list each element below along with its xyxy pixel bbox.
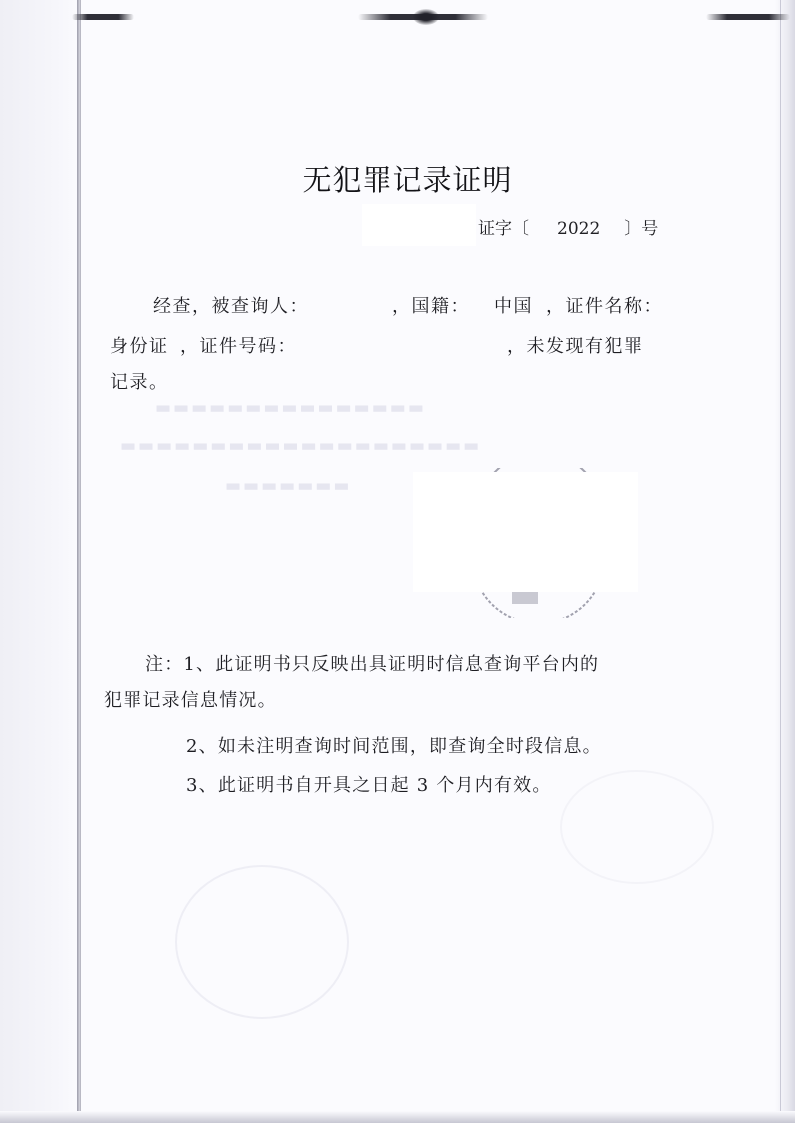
cert-year: 2022 <box>557 219 601 239</box>
note-1: 注：1、此证明书只反映出具证明时信息查询平台内的 <box>145 654 600 675</box>
cert-suffix: 〕号 <box>624 219 659 239</box>
note-2: 2、如未注明查询时间范围，即查询全时段信息。 <box>186 736 602 757</box>
certificate-number <box>478 214 658 239</box>
cert-prefix: 证字〔 <box>478 219 529 239</box>
body-text-id-number-label: ，证件号码： <box>180 336 297 357</box>
body-text-nationality-label: ，国籍： <box>392 296 470 317</box>
bleed-through-text: ▬▬▬▬▬▬▬▬▬▬▬▬▬▬▬ <box>155 398 426 418</box>
body-text-checked: 经查，被查询人： <box>153 296 309 317</box>
bleed-through-seal <box>560 770 714 884</box>
bleed-through-text: ▬▬▬▬▬▬▬▬▬▬▬▬▬▬▬▬▬▬▬▬ <box>120 436 482 456</box>
title-text: 无犯罪记录证明 <box>302 163 513 197</box>
bottom-page-edge <box>0 1111 795 1123</box>
staple-knob <box>413 9 439 25</box>
redacted-seal <box>413 472 638 592</box>
body-text-record: 记录。 <box>110 372 169 393</box>
note-1-continued: 犯罪记录信息情况。 <box>104 690 277 711</box>
id-type-value: 身份证 <box>110 336 169 357</box>
redacted-issuer <box>362 204 476 246</box>
nationality-value: 中国 <box>494 296 533 317</box>
staple-mark-left <box>72 14 134 20</box>
bleed-through-text: ▬▬▬▬▬▬▬ <box>225 476 352 496</box>
staple-mark-right <box>706 14 790 20</box>
body-text-id-type-label: ，证件名称： <box>546 296 663 317</box>
body-text-no-record: ，未发现有犯罪 <box>507 336 644 357</box>
note-3: 3、此证明书自开具之日起 3 个月内有效。 <box>186 775 552 796</box>
bleed-through-seal <box>175 865 349 1019</box>
document-title <box>0 158 795 199</box>
